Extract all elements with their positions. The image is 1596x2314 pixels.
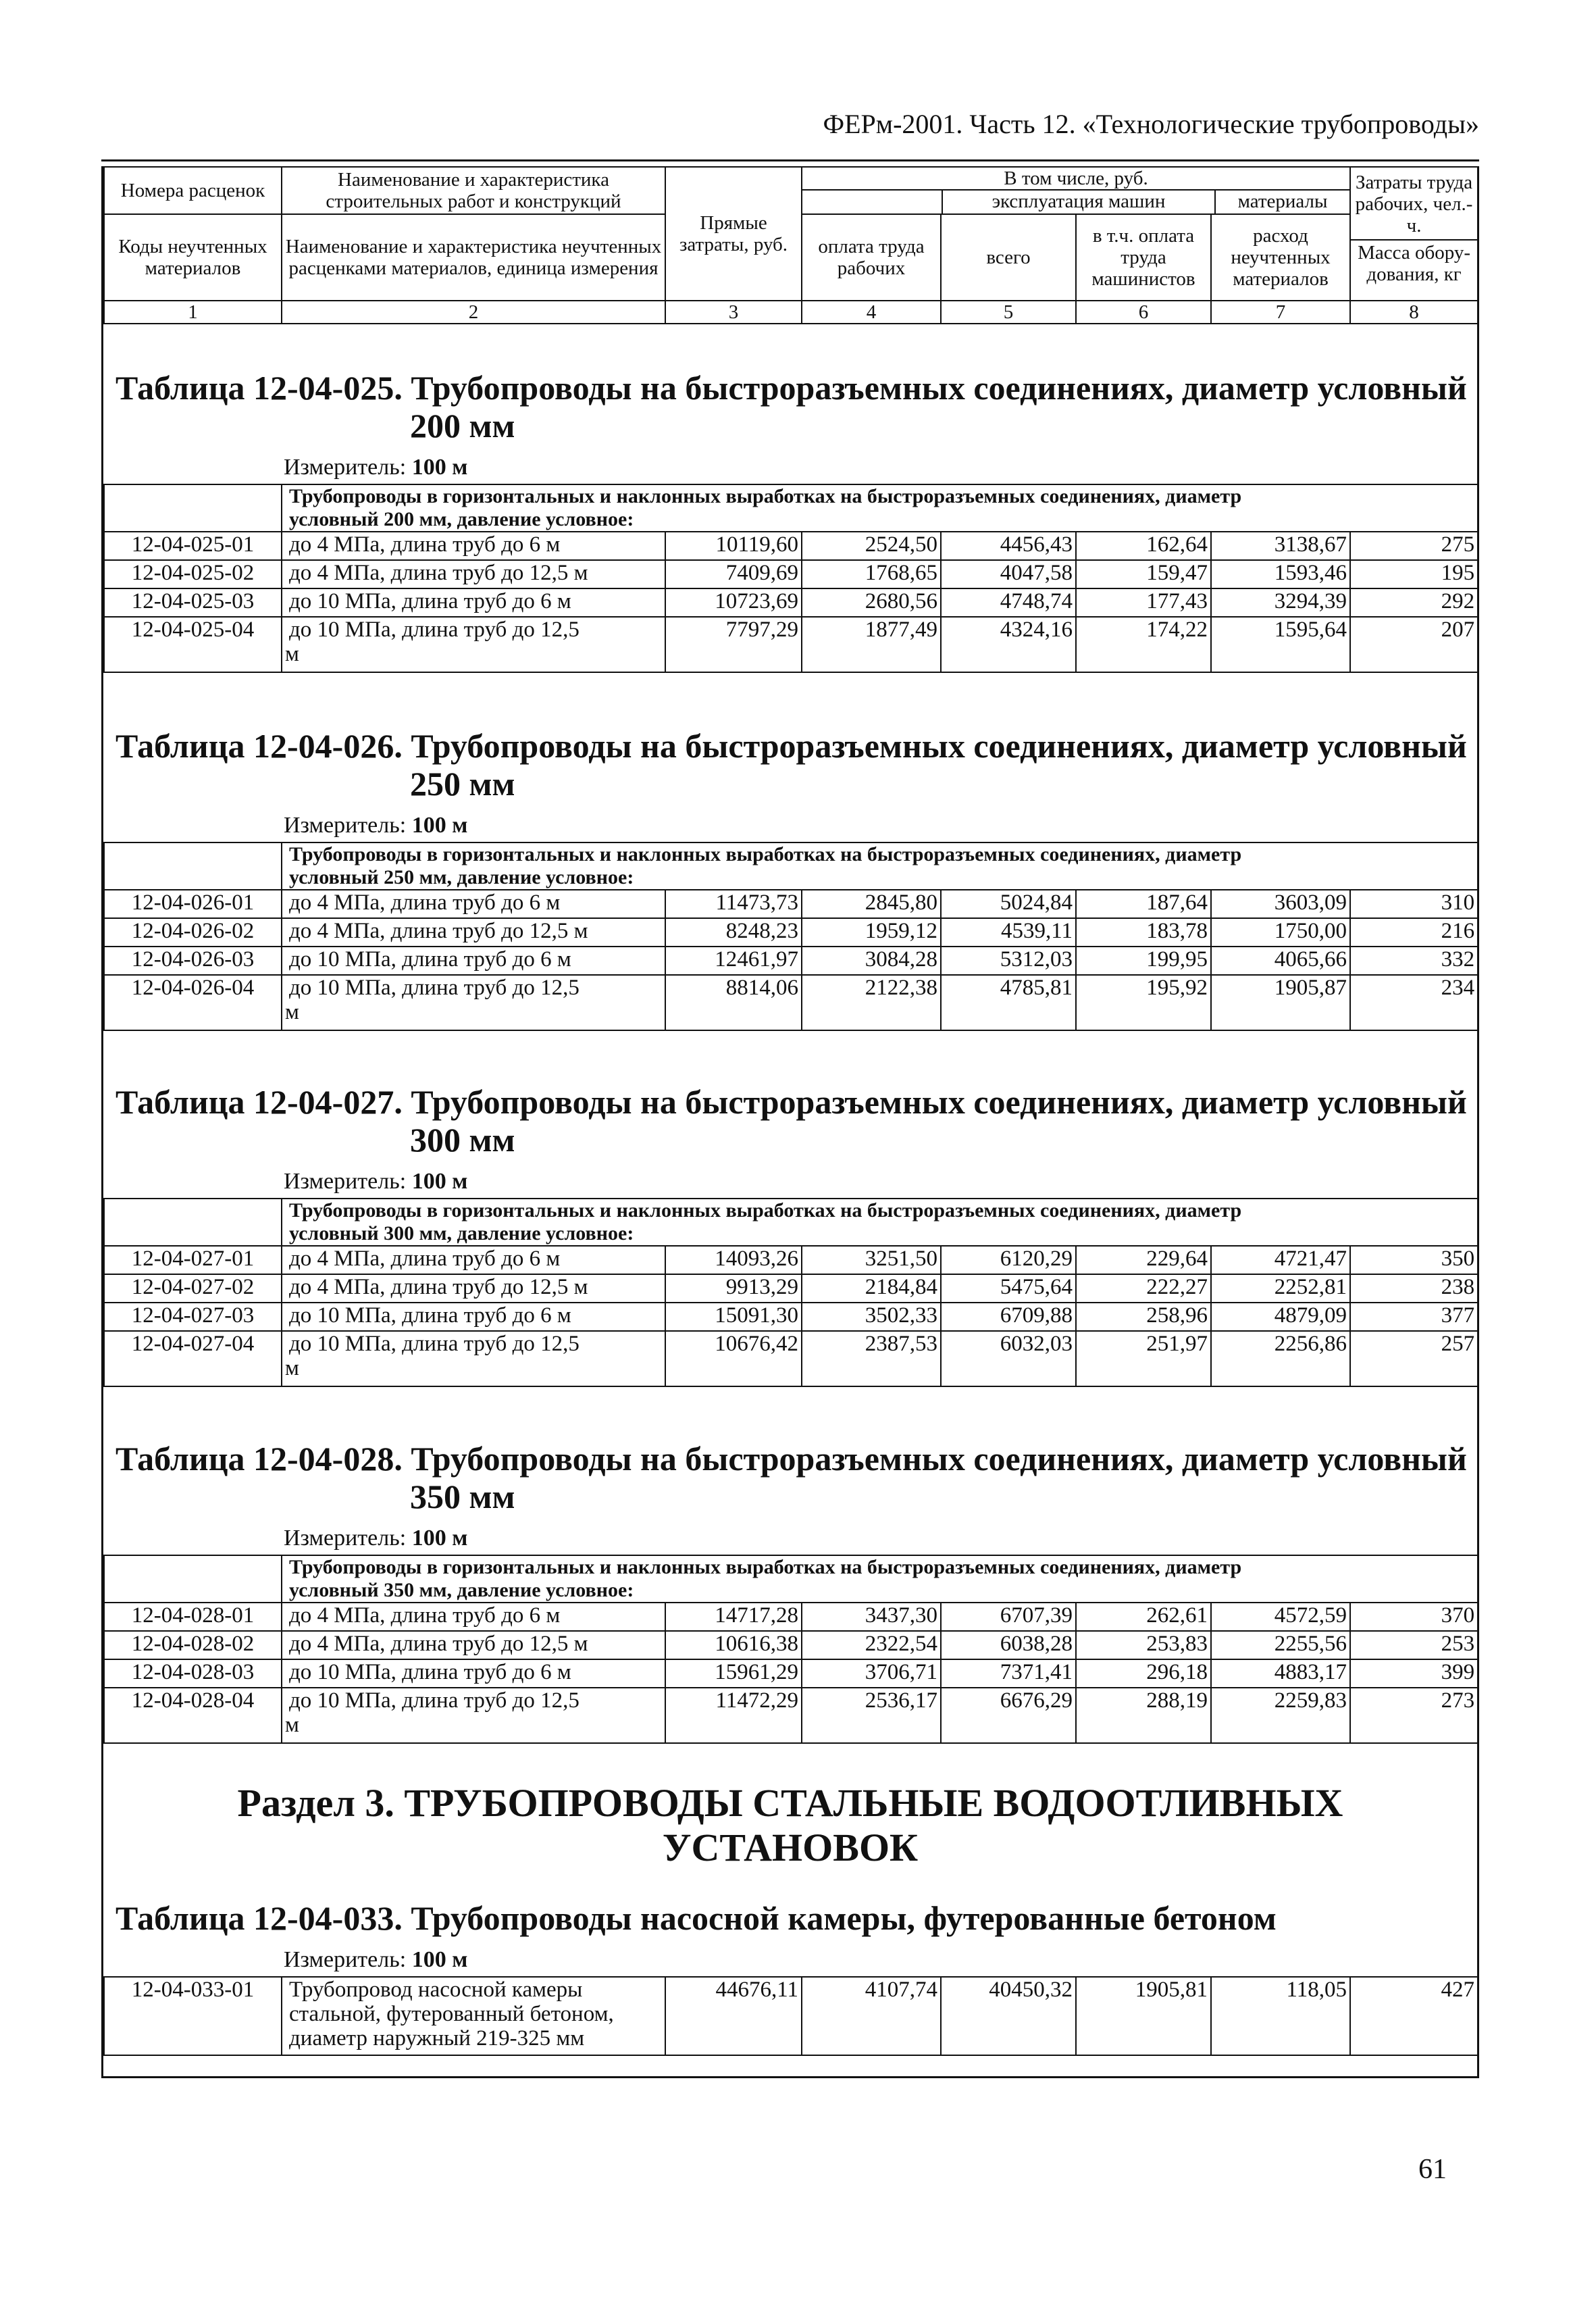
labor-cost: 292 [1350,588,1478,617]
table-measure [103,451,1477,484]
materials: 2252,81 [1211,1274,1350,1303]
table-033-title: Таблица 12-04-033. Трубопроводы насосной камеры, футерованные бетоном [115,1899,1277,1937]
labor-cost-header: Затраты труда рабочих, чел.-ч. [1355,172,1473,236]
labor-cost-cell [1350,167,1478,301]
rate-name-line1: до 10 МПа, длина труб до 12,5 [289,618,580,642]
rate-name-line1: до 10 МПа, длина труб до 12,5 [289,1332,580,1356]
labor-pay: 2845,80 [802,890,941,918]
rate-name [282,1331,665,1386]
measure-label: Измеритель: [284,1526,407,1551]
table-section [103,1083,1477,1387]
materials: 3138,67 [1211,532,1350,560]
measure-label: Измеритель: [284,813,407,838]
incl-spacer [802,191,943,213]
measure-value: 100 м [411,813,468,838]
table-title-line2: 300 мм [410,1121,515,1159]
machines-total: 4785,81 [941,975,1076,1030]
machines-total: 6120,29 [941,1246,1076,1274]
section3-title-line1: Раздел 3. ТРУБОПРОВОДЫ СТАЛЬНЫЕ ВОДООТЛИВНЫХ [237,1781,1343,1825]
machines-labor: 183,78 [1076,918,1211,947]
labor-pay: 2387,53 [802,1331,941,1386]
page-number: 61 [1418,2154,1447,2185]
machines-labor: 199,95 [1076,947,1211,975]
rate-code: 12-04-026-02 [104,918,282,947]
table-row [104,1659,1478,1688]
materials: 1593,46 [1211,560,1350,588]
group-row [104,484,1478,532]
group-heading-line2: условный 200 мм, давление условное: [289,508,634,530]
group-heading [282,842,1478,890]
labor-cost: 207 [1350,617,1478,672]
direct-cost: 9913,29 [665,1274,802,1303]
group-heading-line1: Трубопроводы в горизонтальных и наклонных выработках на быстроразъемных соединениях, диаметр [289,485,1242,507]
labor-cost: 238 [1350,1274,1478,1303]
direct-cost: 8248,23 [665,918,802,947]
empty-cell [104,1555,282,1603]
incl-header-text: В том числе, руб. [802,168,1349,191]
machines-labor: 258,96 [1076,1303,1211,1331]
machines-total: 6709,88 [941,1303,1076,1331]
table-title-line2: 350 мм [410,1478,515,1515]
direct-cost: 7409,69 [665,560,802,588]
table-row [104,588,1478,617]
labor-pay: 3502,33 [802,1303,941,1331]
materials: 4572,59 [1211,1603,1350,1631]
materials: 4883,17 [1211,1659,1350,1688]
table-title [103,727,1477,803]
table-row [104,560,1478,588]
page-header: ФЕРм-2001. Часть 12. «Технологические трубопроводы» [823,109,1479,139]
table-row [104,975,1478,1030]
machines-total: 6032,03 [941,1331,1076,1386]
machines-labor: 195,92 [1076,975,1211,1030]
rate-name-line2: м [285,1713,299,1737]
machines-labor: 296,18 [1076,1659,1211,1688]
table-row [104,1331,1478,1386]
machines-total: 4456,43 [941,532,1076,560]
rate-code: 12-04-033-01 [104,1977,282,2055]
rate-code: 12-04-025-01 [104,532,282,560]
rate-name: до 4 МПа, длина труб до 6 м [282,890,665,918]
table-title-line1: Таблица 12-04-028. Трубопроводы на быстроразъемных соединениях, диаметр условный [115,1440,1467,1478]
rate-code: 12-04-028-01 [104,1603,282,1631]
machines-header: эксплуатация машин [943,191,1216,213]
labor-cost: 377 [1350,1303,1478,1331]
table-measure [103,1522,1477,1555]
rate-code: 12-04-028-04 [104,1688,282,1743]
labor-pay: 1877,49 [802,617,941,672]
machines-labor: 262,61 [1076,1603,1211,1631]
labor-pay: 2122,38 [802,975,941,1030]
table-title-line2: 200 мм [410,407,515,445]
rate-name [282,617,665,672]
col-num-5: 5 [941,301,1076,324]
table-row [104,1274,1478,1303]
table-title [103,369,1477,445]
labor-cost: 234 [1350,975,1478,1030]
col-num-3: 3 [665,301,802,324]
direct-cost: 10723,69 [665,588,802,617]
table-title [103,1083,1477,1159]
group-heading [282,484,1478,532]
machines-labor: 162,64 [1076,532,1211,560]
materials: 4879,09 [1211,1303,1350,1331]
group-heading-line2: условный 250 мм, давление условное: [289,866,634,888]
table-row [104,1603,1478,1631]
group-heading-line1: Трубопроводы в горизонтальных и наклонных выработках на быстроразъемных соединениях, диаметр [289,1199,1242,1222]
direct-cost: 8814,06 [665,975,802,1030]
rate-code: 12-04-025-02 [104,560,282,588]
machines-labor: 253,83 [1076,1631,1211,1659]
machines-total: 4047,58 [941,560,1076,588]
rate-name: до 10 МПа, длина труб до 6 м [282,1303,665,1331]
rate-code: 12-04-026-03 [104,947,282,975]
direct-cost: 11472,29 [665,1688,802,1743]
machines-total: 7371,41 [941,1659,1076,1688]
materials-header: материалы [1237,191,1328,212]
table-row [104,1246,1478,1274]
labor-pay: 3251,50 [802,1246,941,1274]
direct-cost: 10119,60 [665,532,802,560]
machines-labor: 1905,81 [1076,1977,1211,2055]
table-row [104,617,1478,672]
table-row [104,947,1478,975]
measure-value: 100 м [411,455,468,480]
machines-total-header: всего [941,214,1076,301]
direct-cost: 10676,42 [665,1331,802,1386]
direct-cost: 15091,30 [665,1303,802,1331]
col3-header: Прямые затраты, руб. [665,167,802,301]
section3-title [103,1781,1477,1870]
machines-total: 6707,39 [941,1603,1076,1631]
group-row [104,1199,1478,1246]
materials: 3294,39 [1211,588,1350,617]
table-033-measure [103,1944,1477,1976]
rate-table [103,842,1478,1031]
direct-cost: 7797,29 [665,617,802,672]
col1-bottom-header: Коды неучтенных материалов [104,214,282,301]
materials: 1905,87 [1211,975,1350,1030]
labor-cost: 253 [1350,1631,1478,1659]
table-section [103,727,1477,1031]
table-section [103,369,1477,673]
labor-pay: 4107,74 [802,1977,941,2055]
header-rule [101,159,1479,161]
group-heading-line2: условный 350 мм, давление условное: [289,1579,634,1601]
labor-pay: 2524,50 [802,532,941,560]
direct-cost: 14093,26 [665,1246,802,1274]
rate-name: до 10 МПа, длина труб до 6 м [282,947,665,975]
machines-total: 5312,03 [941,947,1076,975]
table-row [104,532,1478,560]
materials: 1750,00 [1211,918,1350,947]
col-num-8: 8 [1350,301,1478,324]
group-heading [282,1199,1478,1246]
machines-total: 5024,84 [941,890,1076,918]
table-row [104,918,1478,947]
rate-name: до 4 МПа, длина труб до 12,5 м [282,918,665,947]
table-row [104,1688,1478,1743]
machines-labor: 251,97 [1076,1331,1211,1386]
rate-code: 12-04-027-01 [104,1246,282,1274]
empty-cell [104,842,282,890]
rate-name: до 4 МПа, длина труб до 12,5 м [282,1631,665,1659]
machines-total: 6676,29 [941,1688,1076,1743]
table-033-data [103,1976,1478,2056]
machines-labor: 177,43 [1076,588,1211,617]
direct-cost: 10616,38 [665,1631,802,1659]
machines-total: 5475,64 [941,1274,1076,1303]
rate-name: Трубопровод насосной камеры стальной, футерованный бетоном, диаметр наружный 219-325 мм [282,1977,665,2055]
rate-name: до 4 МПа, длина труб до 12,5 м [282,1274,665,1303]
rate-code: 12-04-028-03 [104,1659,282,1688]
rate-name: до 4 МПа, длина труб до 6 м [282,532,665,560]
table-title-line2: 250 мм [410,765,515,803]
col2-top-header: Наименование и характеристика строительных работ и конструкций [282,167,665,214]
rate-name: до 4 МПа, длина труб до 6 м [282,1246,665,1274]
table-title [103,1440,1477,1515]
rate-table [103,1198,1478,1387]
group-heading-line1: Трубопроводы в горизонтальных и наклонных выработках на быстроразъемных соединениях, диаметр [289,1556,1242,1578]
incl-header [802,167,1350,214]
table-row [104,890,1478,918]
rate-name-line2: м [285,1000,299,1024]
rate-name-line1: до 10 МПа, длина труб до 12,5 [289,1688,580,1713]
labor-pay: 2322,54 [802,1631,941,1659]
materials-use-header: расход неучтенных материалов [1211,214,1350,301]
direct-cost: 11473,73 [665,890,802,918]
machines-labor: 288,19 [1076,1688,1211,1743]
col1-top-header: Номера расценок [104,167,282,214]
section3-title-line2: УСТАНОВОК [662,1826,919,1869]
rate-code: 12-04-027-03 [104,1303,282,1331]
labor-cost: 399 [1350,1659,1478,1688]
machines-labor: 187,64 [1076,890,1211,918]
machines-labor: 222,27 [1076,1274,1211,1303]
materials: 2259,83 [1211,1688,1350,1743]
labor-pay-header: оплата труда рабочих [802,214,941,301]
table-measure [103,809,1477,842]
col2-bottom-header: Наименование и характеристика неучтенных расценками материалов, единица измерения [282,214,665,301]
measure-label: Измеритель: [284,1169,407,1194]
group-row [104,1555,1478,1603]
labor-cost: 370 [1350,1603,1478,1631]
measure-value: 100 м [411,1947,468,1972]
labor-cost: 350 [1350,1246,1478,1274]
materials: 2255,56 [1211,1631,1350,1659]
direct-cost: 44676,11 [665,1977,802,2055]
col-num-4: 4 [802,301,941,324]
materials: 3603,09 [1211,890,1350,918]
rate-name [282,975,665,1030]
rate-code: 12-04-028-02 [104,1631,282,1659]
empty-cell [104,1199,282,1246]
rate-code: 12-04-025-04 [104,617,282,672]
group-heading-line1: Трубопроводы в горизонтальных и наклонных выработках на быстроразъемных соединениях, диаметр [289,843,1242,865]
labor-cost: 257 [1350,1331,1478,1386]
col-num-1: 1 [104,301,282,324]
table-033-section [103,1899,1477,2056]
column-header-table [103,166,1478,324]
labor-cost: 332 [1350,947,1478,975]
rate-table [103,1555,1478,1744]
labor-cost: 216 [1350,918,1478,947]
rate-name-line2: м [285,1356,299,1380]
machines-total: 4539,11 [941,918,1076,947]
rate-name [282,1688,665,1743]
empty-cell [104,484,282,532]
machines-labor-header: в т.ч. оплата труда машинистов [1076,214,1211,301]
rate-code: 12-04-026-04 [104,975,282,1030]
rate-name: до 4 МПа, длина труб до 6 м [282,1603,665,1631]
equip-mass-header: Масса обору-дования, кг [1351,239,1477,285]
labor-pay: 2680,56 [802,588,941,617]
col-num-6: 6 [1076,301,1211,324]
materials: 118,05 [1211,1977,1350,2055]
rate-code: 12-04-026-01 [104,890,282,918]
rate-name-line1: до 10 МПа, длина труб до 12,5 [289,976,580,1000]
document-sheet [101,166,1479,2078]
direct-cost: 12461,97 [665,947,802,975]
materials: 1595,64 [1211,617,1350,672]
labor-pay: 3706,71 [802,1659,941,1688]
table-row [104,1977,1478,2055]
col-num-7: 7 [1211,301,1350,324]
table-row [104,1303,1478,1331]
rate-name: до 10 МПа, длина труб до 6 м [282,588,665,617]
measure-label: Измеритель: [284,1947,407,1972]
group-heading-line2: условный 300 мм, давление условное: [289,1222,634,1244]
labor-cost: 195 [1350,560,1478,588]
machines-total: 4324,16 [941,617,1076,672]
rate-code: 12-04-027-04 [104,1331,282,1386]
table-title-line1: Таблица 12-04-027. Трубопроводы на быстроразъемных соединениях, диаметр условный [115,1083,1467,1121]
materials: 4721,47 [1211,1246,1350,1274]
labor-pay: 3084,28 [802,947,941,975]
labor-cost: 310 [1350,890,1478,918]
labor-cost: 275 [1350,532,1478,560]
direct-cost: 14717,28 [665,1603,802,1631]
rate-name-line2: м [285,642,299,666]
materials: 2256,86 [1211,1331,1350,1386]
labor-cost: 273 [1350,1688,1478,1743]
group-heading [282,1555,1478,1603]
machines-labor: 174,22 [1076,617,1211,672]
rate-code: 12-04-027-02 [104,1274,282,1303]
materials: 4065,66 [1211,947,1350,975]
rate-table [103,484,1478,673]
labor-pay: 2536,17 [802,1688,941,1743]
machines-total: 6038,28 [941,1631,1076,1659]
rate-name: до 10 МПа, длина труб до 6 м [282,1659,665,1688]
rate-name: до 4 МПа, длина труб до 12,5 м [282,560,665,588]
table-row [104,1631,1478,1659]
direct-cost: 15961,29 [665,1659,802,1688]
table-section [103,1440,1477,1744]
machines-total: 40450,32 [941,1977,1076,2055]
table-title-line1: Таблица 12-04-025. Трубопроводы на быстроразъемных соединениях, диаметр условный [115,369,1467,407]
group-row [104,842,1478,890]
labor-pay: 3437,30 [802,1603,941,1631]
machines-labor: 159,47 [1076,560,1211,588]
measure-value: 100 м [411,1526,468,1551]
labor-pay: 1959,12 [802,918,941,947]
labor-pay: 2184,84 [802,1274,941,1303]
table-title-line1: Таблица 12-04-026. Трубопроводы на быстроразъемных соединениях, диаметр условный [115,727,1467,765]
machines-total: 4748,74 [941,588,1076,617]
col-num-2: 2 [282,301,665,324]
machines-labor: 229,64 [1076,1246,1211,1274]
measure-value: 100 м [411,1169,468,1194]
rate-code: 12-04-025-03 [104,588,282,617]
labor-cost: 427 [1350,1977,1478,2055]
labor-pay: 1768,65 [802,560,941,588]
measure-label: Измеритель: [284,455,407,480]
table-measure [103,1165,1477,1198]
